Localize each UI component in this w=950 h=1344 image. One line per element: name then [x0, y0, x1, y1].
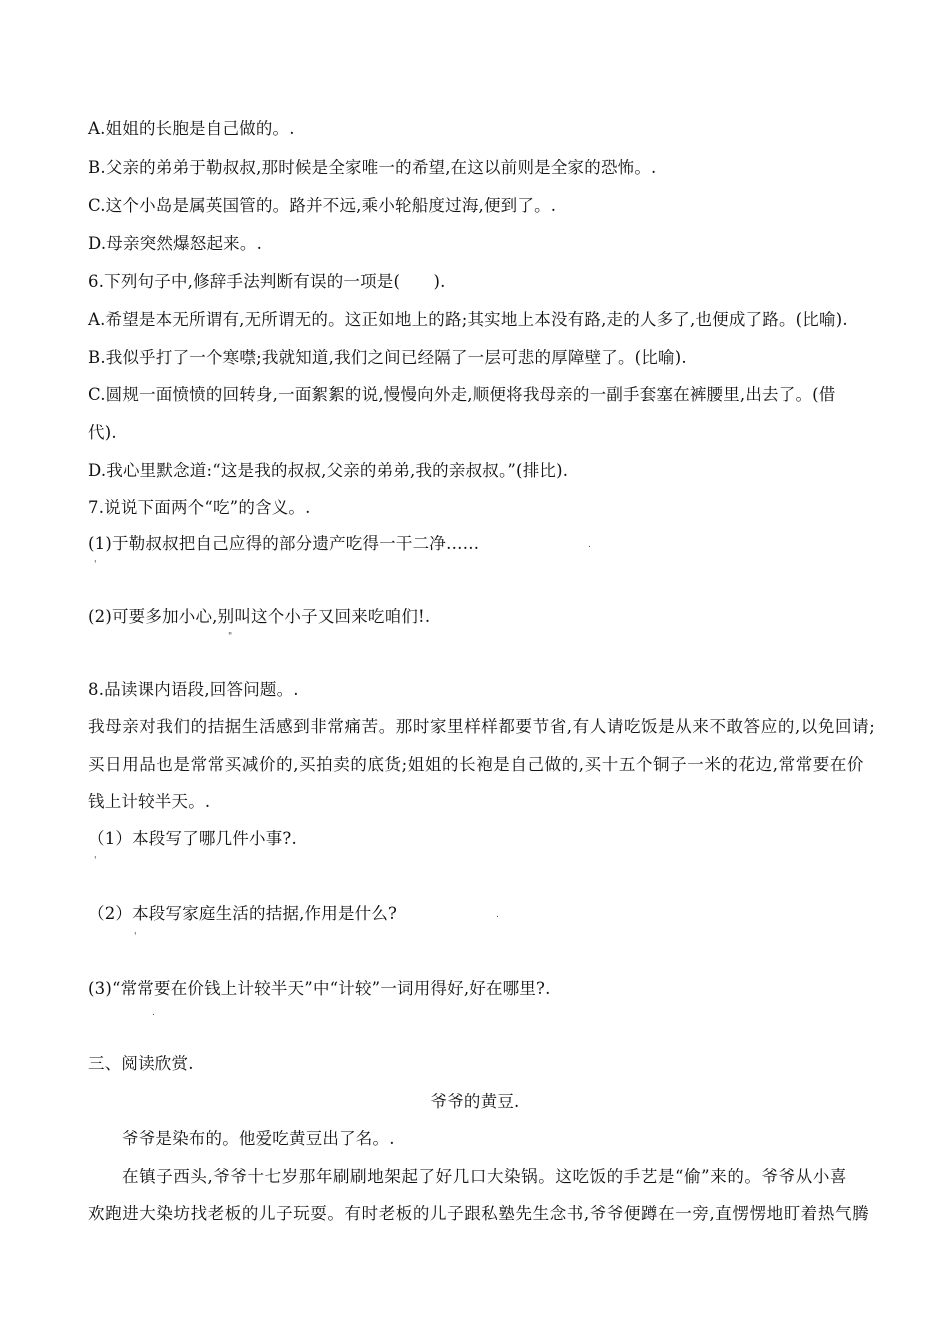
stray-mark: ' [134, 932, 137, 942]
story-title: 爷爷的黄豆. [430, 1092, 520, 1111]
option-a-line: A.姐姐的长胞是自己做的。. [88, 119, 295, 138]
option-b-line: B.父亲的弟弟于勒叔叔,那时候是全家唯一的希望,在这以前则是全家的恐怖。. [88, 158, 657, 177]
option-c-line: C.这个小岛是属英国管的。路并不远,乘小轮船度过海,便到了。. [88, 196, 557, 215]
q6-option-d: D.我心里默念道:“这是我的叔叔,父亲的弟弟,我的亲叔叔。”(排比). [88, 461, 569, 480]
q8-item-2: （2）本段写家庭生活的拮据,作用是什么? [88, 904, 398, 923]
stray-mark: . [152, 1008, 155, 1018]
passage-line-3: 钱上计较半天。. [88, 792, 211, 811]
stray-mark: ' [94, 560, 97, 570]
stray-mark: . [496, 910, 499, 920]
option-d-line: D.母亲突然爆怒起来。. [88, 234, 263, 253]
q8-item-1: （1）本段写了哪几件小事?. [88, 829, 297, 848]
q6-option-c: C.圆规一面愤愤的回转身,一面絮絮的说,慢慢向外走,顺便将我母亲的一副手套塞在裤腰里,出去了。(借 [88, 385, 836, 404]
q6-option-a: A.希望是本无所谓有,无所谓无的。这正如地上的路;其实地上本没有路,走的人多了,也便成了路。(比喻). [88, 310, 848, 329]
question-8: 8.品读课内语段,回答问题。. [88, 680, 299, 699]
story-paragraph-1: 爷爷是染布的。他爱吃黄豆出了名。. [122, 1129, 395, 1148]
question-6: 6.下列句子中,修辞手法判断有误的一项是( ). [88, 272, 446, 291]
stray-mark: . [588, 540, 591, 550]
question-7: 7.说说下面两个“吃”的含义。. [88, 498, 311, 517]
q8-item-3: (3)“常常要在价钱上计较半天”中“计较”一词用得好,好在哪里?. [88, 979, 551, 998]
q6-option-b: B.我似乎打了一个寒噤;我就知道,我们之间已经隔了一层可悲的厚障壁了。(比喻). [88, 348, 687, 367]
story-paragraph-2-cont: 欢跑进大染坊找老板的儿子玩耍。有时老板的儿子跟私塾先生念书,爷爷便蹲在一旁,直愣愣地盯着热气腾 [88, 1204, 870, 1223]
q7-item-2: (2)可要多加小心,别叫这个小子又回来吃咱们!. [88, 607, 431, 626]
q6-option-c-cont: 代). [88, 423, 117, 442]
passage-line-1: 我母亲对我们的拮据生活感到非常痛苦。那时家里样样都要节省,有人请吃饭是从来不敢答应的,以免回请; [88, 717, 876, 736]
q7-item-1: (1)于勒叔叔把自己应得的部分遗产吃得一干二净…… [88, 534, 480, 553]
section-three-heading: 三、阅读欣赏. [88, 1054, 194, 1073]
stray-mark: " [228, 632, 233, 642]
story-paragraph-2: 在镇子西头,爷爷十七岁那年刷刷地架起了好几口大染锅。这吃饭的手艺是“偷”来的。爷爷从小喜 [122, 1167, 848, 1186]
passage-line-2: 买日用品也是常常买减价的,买拍卖的底货;姐姐的长袍是自己做的,买十五个铜子一米的花边,常常要在价 [88, 755, 865, 774]
stray-mark: ' [94, 856, 97, 866]
